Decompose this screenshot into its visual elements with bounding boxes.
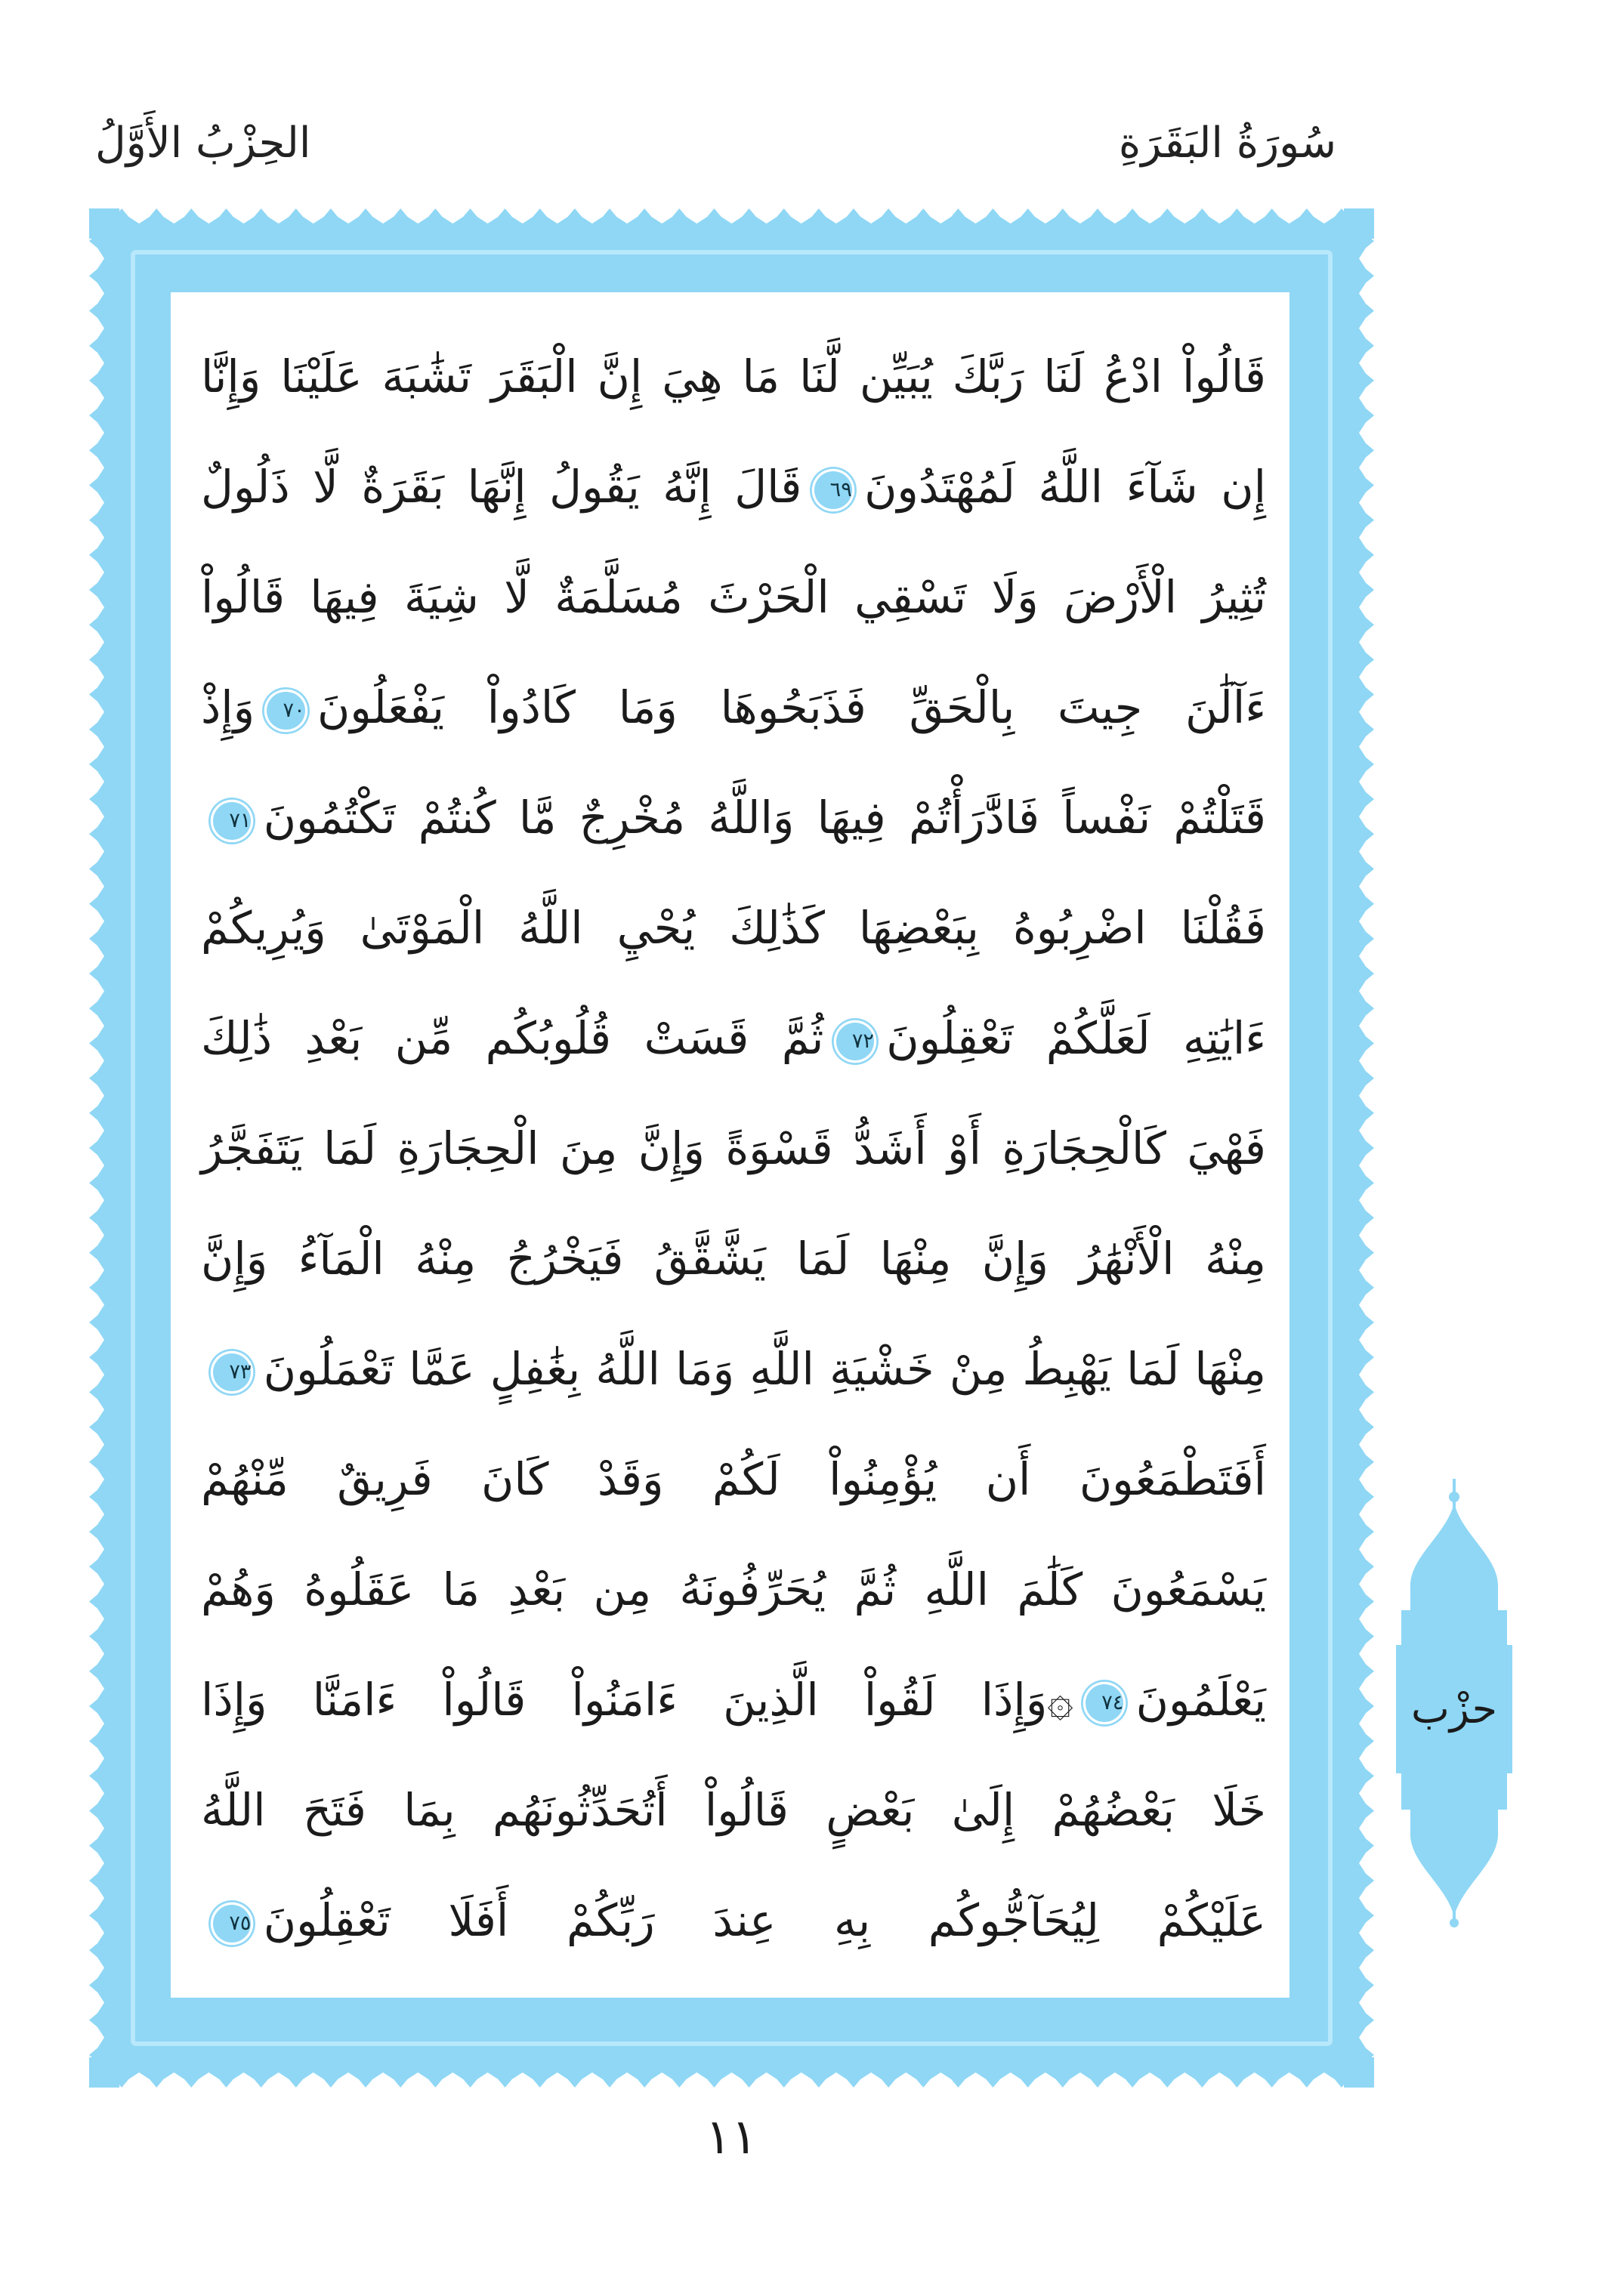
verse-text: ءَايَٰتِهِ لَعَلَّكُمْ تَعْقِلُونَ: [886, 1012, 1267, 1064]
verse-text: فَهْيَ كَالْحِجَارَةِ أَوْ أَشَدُّ قَسْوَةً وَإِنَّ مِنَ الْحِجَارَةِ لَمَا يَتَفَجَّرُ: [201, 1122, 1266, 1174]
verse-text: ۞وَإِذَا لَقُواْ الَّذِينَ ءَامَنُواْ قَالُواْ ءَامَنَّا وَإِذَا: [201, 1674, 1073, 1726]
frame-corner: [89, 208, 119, 239]
ayah-number-marker: ٧٥: [213, 1905, 251, 1943]
quran-line: [201, 1535, 1266, 1645]
quran-line: [201, 1755, 1266, 1866]
quran-line: [201, 1094, 1266, 1204]
verse-text-block: [201, 322, 1266, 1976]
hizb-marker-top-dome: [1401, 1503, 1507, 1646]
ayah-number-marker: ٧٤: [1086, 1684, 1123, 1722]
verse-text: قَالُواْ ادْعُ لَنَا رَبَّكَ يُبَيِّن لَّنَا مَا هِيَ إِنَّ الْبَقَرَ تَشَٰبَهَ عَلَيْنَا وَإِنَّا: [201, 350, 1266, 403]
verse-text: يَعْلَمُونَ: [1135, 1674, 1266, 1726]
quran-line: [201, 542, 1266, 653]
verse-text: مِنْهُ الْأَنْهَٰرُ وَإِنَّ مِنْهَا لَمَا يَشَّقَّقُ فَيَخْرُجُ مِنْهُ الْمَآءُ وَإِنَّ: [201, 1233, 1266, 1285]
quran-line: [201, 1866, 1266, 1976]
verse-text: ثُمَّ قَسَتْ قُلُوبُكُم مِّن بَعْدِ ذَٰلِكَ: [201, 1012, 824, 1064]
quran-line: [201, 1204, 1266, 1314]
hizb-marker-bottom-dome: [1401, 1772, 1507, 1917]
hizb-marker-finial: [1449, 1492, 1459, 1502]
hizb-marker-label: حزْب: [1410, 1685, 1497, 1733]
verse-text: إِن شَآءَ اللَّهُ لَمُهْتَدُونَ: [864, 461, 1267, 513]
frame-corner: [1344, 2057, 1374, 2088]
frame-corner: [89, 2057, 119, 2088]
ayah-number-marker: ٦٩: [814, 471, 852, 509]
verse-text: مِنْهَا لَمَا يَهْبِطُ مِنْ خَشْيَةِ اللَّهِ وَمَا اللَّهُ بِغَٰفِلٍ عَمَّا تَعْمَلُونَ: [263, 1343, 1266, 1395]
quran-line: [201, 1645, 1266, 1755]
ayah-number-marker: ٧٠: [267, 692, 304, 730]
verse-text: ءَآلَٰنَ جِيتَ بِالْحَقِّ فَذَبَحُوهَا وَمَا كَادُواْ يَفْعَلُونَ: [317, 681, 1266, 733]
quran-line: [201, 1424, 1266, 1535]
verse-text: قَالَ إِنَّهُ يَقُولُ إِنَّهَا بَقَرَةٌ لَّا ذَلُولٌ: [201, 461, 802, 513]
surah-name: سُورَةُ البَقَرَةِ: [1118, 119, 1336, 168]
ayah-number-marker: ٧٣: [213, 1353, 251, 1391]
verse-text: خَلَا بَعْضُهُمْ إِلَىٰ بَعْضٍ قَالُواْ أَتُحَدِّثُونَهُم بِمَا فَتَحَ اللَّهُ: [201, 1784, 1266, 1836]
verse-text: قَتَلْتُمْ نَفْساً فَادَّٰرَأْتُمْ فِيهَا وَاللَّهُ مُخْرِجٌ مَّا كُنتُمْ تَكْتُمُونَ: [263, 792, 1266, 844]
hizb-marker-bottom-finial: [1450, 1918, 1459, 1927]
hizb-name: الحِزْبُ الأَوَّلُ: [95, 119, 311, 168]
quran-line: [201, 432, 1266, 542]
verse-text: تُثِيرُ الْأَرْضَ وَلَا تَسْقِي الْحَرْثَ مُسَلَّمَةٌ لَّا شِيَةَ فِيهَا قَالُواْ: [201, 571, 1266, 623]
page-number: ١١: [705, 2109, 758, 2165]
quran-line: [201, 1314, 1266, 1424]
quran-line: [201, 873, 1266, 983]
verse-text: عَلَيْكُمْ لِيُحَآجُّوكُم بِهِ عِندَ رَبِّكُمْ أَفَلَا تَعْقِلُونَ: [263, 1894, 1266, 1946]
quran-line: [201, 983, 1266, 1094]
ayah-number-marker: ٧٢: [836, 1023, 874, 1060]
verse-text: أَفَتَطْمَعُونَ أَن يُؤْمِنُواْ لَكُمْ وَقَدْ كَانَ فَرِيقٌ مِّنْهُمْ: [201, 1453, 1266, 1505]
verse-text: يَسْمَعُونَ كَلَٰمَ اللَّهِ ثُمَّ يُحَرِّفُونَهُ مِن بَعْدِ مَا عَقَلُوهُ وَهُمْ: [201, 1563, 1266, 1616]
frame-corner: [1344, 208, 1374, 239]
quran-line: [201, 322, 1266, 432]
ayah-number-marker: ٧١: [213, 802, 251, 840]
verse-text: وَإِذْ: [201, 681, 255, 733]
quran-line: [201, 763, 1266, 873]
verse-text: فَقُلْنَا اضْرِبُوهُ بِبَعْضِهَا كَذَٰلِكَ يُحْيِ اللَّهُ الْمَوْتَىٰ وَيُرِيكُمْ: [201, 902, 1266, 954]
quran-line: [201, 653, 1266, 763]
